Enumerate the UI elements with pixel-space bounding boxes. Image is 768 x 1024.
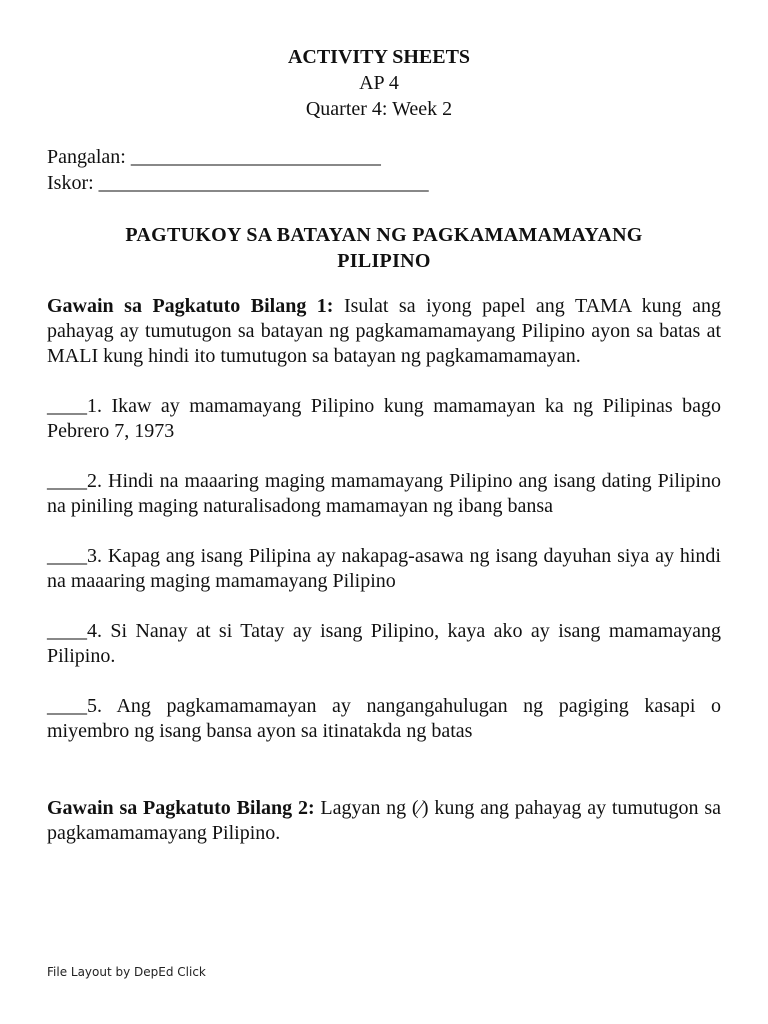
footer-credit: File Layout by DepEd Click [47,965,206,979]
list-item [47,394,721,444]
item-text: 5. Ang pagkamamamayan ay nangangahulugan ng pagiging kasapi o miyembro ng isang bansa ayon sa itinatakda ng batas [47,695,721,742]
sheet-header [37,44,721,122]
answer-blank: ____ [47,395,87,417]
list-item [47,544,721,594]
answer-blank: ____ [47,470,87,492]
student-fields [47,144,721,196]
subject-label: AP 4 [359,72,399,94]
activity-2-heading: Gawain sa Pagkatuto Bilang 2: [47,797,315,819]
section-title [47,222,721,274]
activity-1-heading: Gawain sa Pagkatuto Bilang 1: [47,295,334,317]
activity-2-instructions [47,796,721,846]
list-item [47,469,721,519]
quarter-week-label: Quarter 4: Week 2 [305,98,453,120]
score-label: Iskor: [47,172,94,194]
score-blank: _________________________________ [98,172,429,194]
item-text: 4. Si Nanay at si Tatay ay isang Pilipino, kaya ako ay isang mamamayang Pilipino. [47,620,721,667]
sheet-title: ACTIVITY SHEETS [287,46,471,68]
answer-blank: ____ [47,620,87,642]
activity-1-instruction-text: Isulat sa iyong papel ang TAMA kung ang pahayag ay tumutugon sa batayan ng pagkamamamayang Pilipino ayon sa batas at MALI kung hindi ito tumutugon sa batayan ng pagkamamamayan. [47,295,722,367]
answer-blank: ____ [47,545,87,567]
list-item [47,619,721,669]
activity-sheet-page [47,44,721,846]
activity-1-instructions [47,294,721,369]
name-blank: _________________________ [130,146,381,168]
score-field [47,170,721,196]
name-label: Pangalan: [47,146,126,168]
activity-2-instruction-text: Lagyan ng (∕) kung ang pahayag ay tumutugon sa pagkamamamayang Pilipino. [47,797,721,844]
section-title-line-1: PAGTUKOY SA BATAYAN NG PAGKAMAMAMAYANG [125,224,643,246]
name-field [47,144,721,170]
item-text: 3. Kapag ang isang Pilipina ay nakapag-asawa ng isang dayuhan siya ay hindi na maaaring maging mamamayang Pilipino [47,545,721,592]
section-title-line-2: PILIPINO [337,250,431,272]
item-text: 2. Hindi na maaaring maging mamamayang Pilipino ang isang dating Pilipino na piniling maging naturalisadong mamamayan ng ibang bansa [47,470,721,517]
item-text: 1. Ikaw ay mamamayang Pilipino kung mamamayan ka ng Pilipinas bago Pebrero 7, 1973 [47,395,721,442]
answer-blank: ____ [47,695,87,717]
list-item [47,694,721,744]
activity-1-items [47,394,721,744]
